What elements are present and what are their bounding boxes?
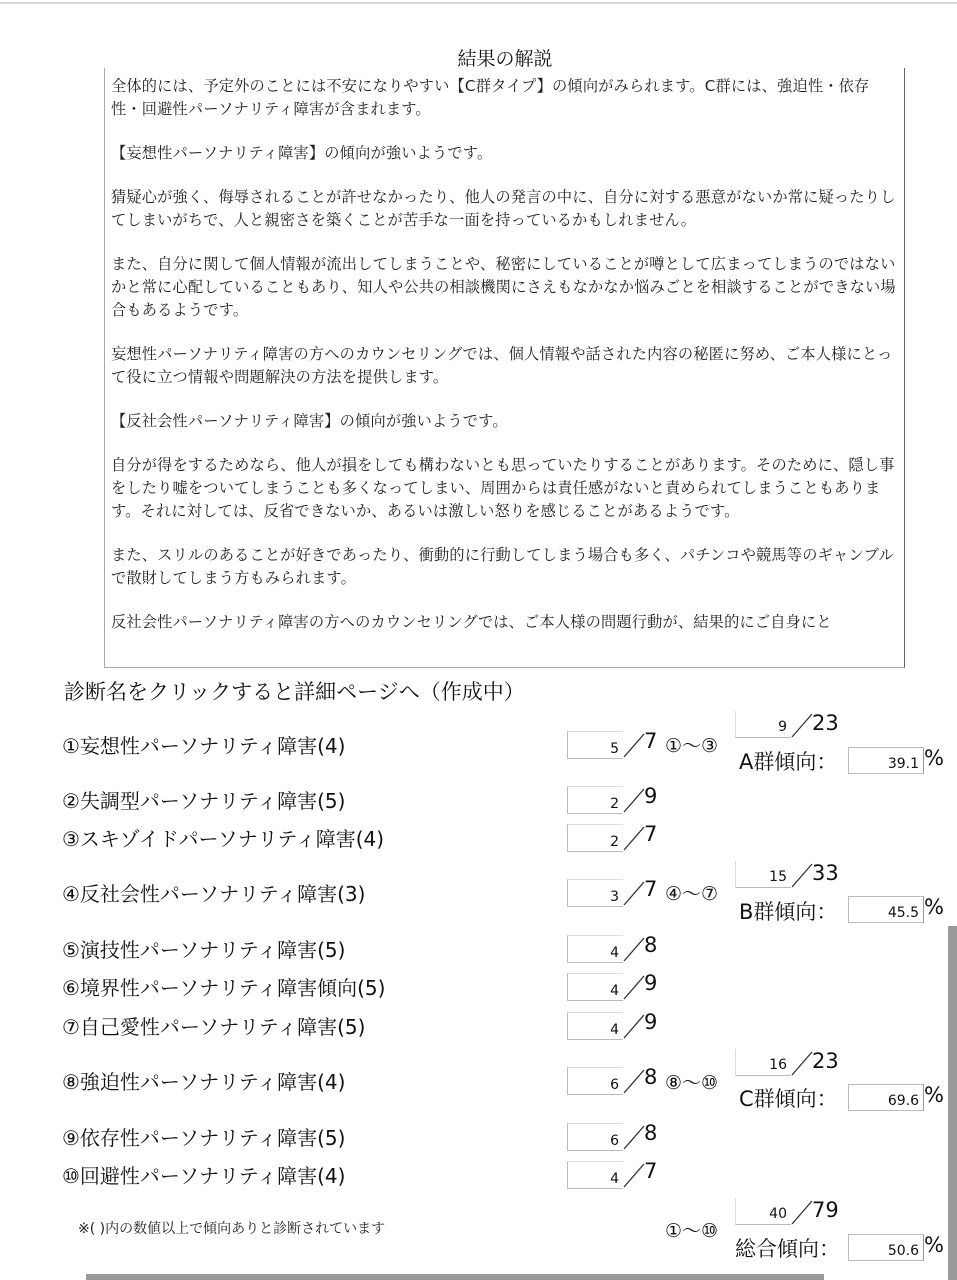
score-field[interactable]: 6 [567, 1067, 623, 1095]
group-percent-field[interactable]: 69.6 [848, 1084, 924, 1111]
slash-icon [622, 973, 646, 1001]
group-label: C群傾向： [739, 1087, 838, 1111]
page-title: 結果の解説 [457, 48, 553, 70]
group-max-score: 23 [812, 711, 839, 735]
slash-icon [622, 1067, 646, 1095]
diagnosis-link-antisocial[interactable]: ④反社会性パーソナリティ障害(3) [62, 882, 366, 906]
explanation-textbox[interactable] [104, 68, 905, 668]
group-percent-field[interactable]: 39.1 [848, 747, 924, 774]
group-percent-field[interactable]: 45.5 [848, 896, 924, 923]
total-score-field[interactable]: 40 [735, 1198, 791, 1225]
diagnosis-link-narcissistic[interactable]: ⑦自己愛性パーソナリティ障害(5) [62, 1015, 366, 1039]
total-max-score: 79 [812, 1198, 839, 1222]
top-divider [0, 2, 957, 4]
group-label: A群傾向： [739, 750, 838, 774]
group-range: ⑧〜⑩ [665, 1072, 719, 1094]
slash-icon [622, 824, 646, 852]
score-field[interactable]: 2 [567, 786, 623, 814]
score-field[interactable]: 4 [567, 973, 623, 1001]
slash-icon [622, 1161, 646, 1189]
diagnosis-link-obsessive[interactable]: ⑧強迫性パーソナリティ障害(4) [62, 1070, 346, 1094]
explanation-paragraph: 【反社会性パーソナリティ障害】の傾向が強いようです。 [111, 412, 508, 430]
explanation-paragraph: 反社会性パーソナリティ障害の方へのカウンセリングでは、ご本人様の問題行動が、結果的にご自身にと [111, 613, 832, 631]
explanation-paragraph: 猜疑心が強く、侮辱されることが許せなかったり、他人の発言の中に、自分に対する悪意がないか常に疑ったりしてしまいがちで、人と親密さを築くことが苦手な一面を持っているかもしれません。 [111, 188, 896, 229]
diagnosis-link-schizoid[interactable]: ③スキゾイドパーソナリティ障害(4) [62, 827, 385, 851]
score-field[interactable]: 2 [567, 824, 623, 852]
slash-icon [622, 1012, 646, 1040]
max-score: 8 [644, 1121, 658, 1145]
max-score: 7 [644, 877, 658, 901]
diagnosis-link-dependent[interactable]: ⑨依存性パーソナリティ障害(5) [62, 1126, 346, 1150]
diagnosis-link-schizotypal[interactable]: ②失調型パーソナリティ障害(5) [62, 789, 346, 813]
group-score-field[interactable]: 9 [735, 711, 791, 738]
footnote: ※( )内の数値以上で傾向ありと診断されています [78, 1221, 386, 1237]
percent-unit: % [924, 746, 944, 770]
slash-icon [790, 711, 814, 739]
slash-icon [622, 935, 646, 963]
max-score: 8 [644, 933, 658, 957]
slash-icon [790, 1198, 814, 1226]
total-percent-field[interactable]: 50.6 [848, 1234, 924, 1261]
explanation-paragraph: 妄想性パーソナリティ障害の方へのカウンセリングでは、個人情報や話された内容の秘匿に努め、ご本人様にとって役に立つ情報や問題解決の方法を提供します。 [111, 345, 893, 386]
explanation-paragraph: 全体的には、予定外のことには不安になりやすい【C群タイプ】の傾向がみられます。C群には、強迫性・依存性・回避性パーソナリティ障害が含まれます。 [111, 77, 870, 118]
max-score: 9 [644, 1010, 658, 1034]
horizontal-scrollbar[interactable] [86, 1274, 824, 1280]
total-label: 総合傾向： [735, 1237, 840, 1261]
group-range: ④〜⑦ [665, 883, 719, 905]
vertical-scrollbar[interactable] [948, 926, 957, 1280]
percent-unit: % [924, 895, 944, 919]
explanation-paragraph: 自分が得をするためなら、他人が損をしても構わないとも思っていたりすることがあります。そのために、隠し事をしたり嘘をついてしまうことも多くなってしまい、周囲からは責任感がないと責められてしまうこともあります。それに対しては、反省できないか、あるいは激しい怒りを感じることがあるようです。 [111, 456, 895, 520]
explanation-paragraph: また、スリルのあることが好きであったり、衝動的に行動してしまう場合も多く、パチンコや競馬等のギャンブルで散財してしまう方もみられます。 [111, 546, 894, 587]
max-score: 9 [644, 784, 658, 808]
group-max-score: 23 [812, 1049, 839, 1073]
slash-icon [622, 879, 646, 907]
percent-unit: % [924, 1083, 944, 1107]
explanation-paragraph: また、自分に関して個人情報が流出してしまうことや、秘密にしていることが噂として広まってしまうのではないかと常に心配していることもあり、知人や公共の相談機関にさえもなかなか悩みごとを相談することができない場合もあるようです。 [111, 255, 896, 319]
instruction-text: 診断名をクリックすると詳細ページへ（作成中） [64, 680, 525, 704]
score-field[interactable]: 4 [567, 1161, 623, 1189]
group-max-score: 33 [812, 861, 839, 885]
diagnosis-link-paranoid[interactable]: ①妄想性パーソナリティ障害(4) [62, 734, 346, 758]
slash-icon [790, 1049, 814, 1077]
group-range: ①〜③ [665, 735, 719, 757]
diagnosis-link-histrionic[interactable]: ⑤演技性パーソナリティ障害(5) [62, 938, 346, 962]
max-score: 7 [644, 1159, 658, 1183]
score-field[interactable]: 4 [567, 1012, 623, 1040]
explanation-paragraph: 【妄想性パーソナリティ障害】の傾向が強いようです。 [111, 144, 493, 162]
slash-icon [622, 1123, 646, 1151]
slash-icon [622, 731, 646, 759]
score-field[interactable]: 5 [567, 731, 623, 759]
max-score: 8 [644, 1065, 658, 1089]
max-score: 9 [644, 971, 658, 995]
group-score-field[interactable]: 15 [735, 861, 791, 888]
group-label: B群傾向： [739, 900, 838, 924]
slash-icon [622, 786, 646, 814]
score-field[interactable]: 3 [567, 879, 623, 907]
diagnosis-link-borderline[interactable]: ⑥境界性パーソナリティ障害傾向(5) [62, 976, 386, 1000]
max-score: 7 [644, 729, 658, 753]
score-field[interactable]: 6 [567, 1123, 623, 1151]
max-score: 7 [644, 822, 658, 846]
group-score-field[interactable]: 16 [735, 1049, 791, 1076]
score-field[interactable]: 4 [567, 935, 623, 963]
percent-unit: % [924, 1233, 944, 1257]
total-range: ①〜⑩ [665, 1220, 719, 1242]
slash-icon [790, 861, 814, 889]
diagnosis-link-avoidant[interactable]: ⑩回避性パーソナリティ障害(4) [62, 1164, 346, 1188]
